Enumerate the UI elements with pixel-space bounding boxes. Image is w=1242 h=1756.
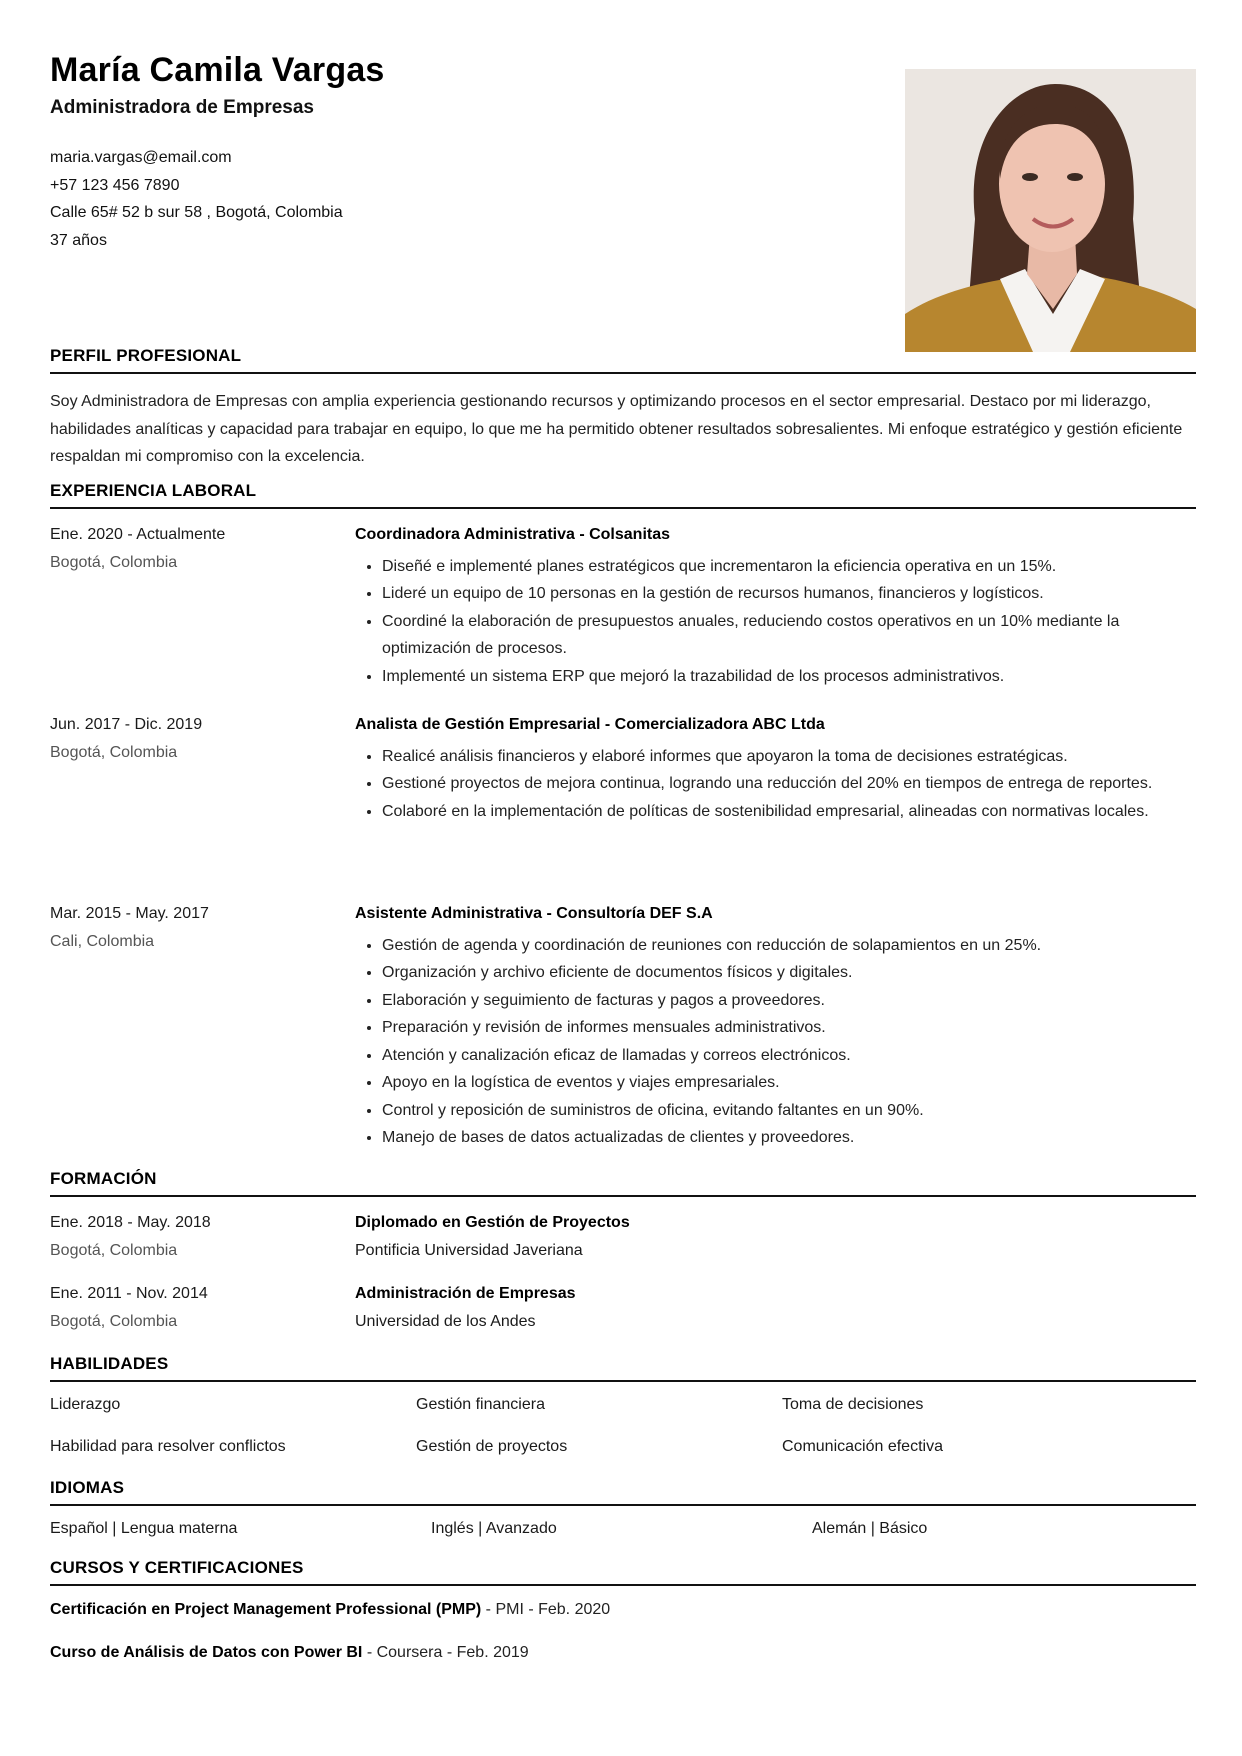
education-institution: Universidad de los Andes (355, 1312, 536, 1330)
bullet-item: • Preparación y revisión de informes mensuales administrativos. (382, 1014, 1196, 1042)
bullet-item: • Elaboración y seguimiento de facturas y pagos a proveedores. (382, 987, 1196, 1015)
section-title-courses: CURSOS Y CERTIFICACIONES (50, 1557, 1196, 1586)
experience-title: Coordinadora Administrativa - Colsanitas (355, 526, 671, 543)
language-item: Inglés | Avanzado (431, 1520, 557, 1537)
education-location: Bogotá, Colombia (50, 1312, 178, 1330)
candidate-role: Administradora de Empresas (50, 97, 314, 118)
bullet-item: • Apoyo en la logística de eventos y viajes empresariales. (382, 1069, 1196, 1097)
education-institution: Pontificia Universidad Javeriana (355, 1241, 583, 1259)
skill-item: Comunicación efectiva (782, 1438, 943, 1455)
bullet-item: • Diseñé e implementé planes estratégicos que incrementaron la eficiencia operativa en un 15%. (382, 553, 1196, 581)
bullet-item: • Control y reposición de suministros de oficina, evitando faltantes en un 90%. (382, 1097, 1196, 1125)
education-dates: Ene. 2011 - Nov. 2014 (50, 1285, 208, 1302)
bullet-item: • Manejo de bases de datos actualizadas de clientes y proveedores. (382, 1124, 1196, 1152)
experience-location: Bogotá, Colombia (50, 743, 178, 761)
course-name: Certificación en Project Management Professional (PMP) (50, 1601, 482, 1618)
bullet-item: • Implementé un sistema ERP que mejoró la trazabilidad de los procesos administrativos. (382, 663, 1196, 691)
course-name: Curso de Análisis de Datos con Power BI (50, 1644, 363, 1661)
experience-dates: Ene. 2020 - Actualmente (50, 526, 226, 543)
section-title-experience: EXPERIENCIA LABORAL (50, 480, 1196, 509)
profile-photo (905, 69, 1196, 352)
bullet-item: • Colaboré en la implementación de políticas de sostenibilidad empresarial, alineadas con normativas locales. (382, 798, 1196, 826)
experience-bullets (355, 743, 1196, 826)
education-dates: Ene. 2018 - May. 2018 (50, 1214, 211, 1231)
skill-item: Liderazgo (50, 1396, 121, 1413)
profile-text: Soy Administradora de Empresas con amplia experiencia gestionando recursos y optimizando procesos en el sector empresarial. Destaco por mi liderazgo, habilidades analíticas y capacidad para trabajar en equipo, lo que me ha permitido obtener resultados sobresalientes. Mi enfoque estratégico y gestión eficiente respaldan mi compromiso con la excelencia. (50, 393, 1183, 465)
experience-dates: Mar. 2015 - May. 2017 (50, 905, 209, 922)
course-item (50, 1599, 1196, 1621)
experience-location: Cali, Colombia (50, 932, 155, 950)
bullet-item: • Gestión de agenda y coordinación de reuniones con reducción de solapamientos en un 25%. (382, 932, 1196, 960)
resume-header (50, 50, 890, 254)
skills-grid (50, 1394, 1196, 1464)
education-title: Diplomado en Gestión de Proyectos (355, 1214, 630, 1231)
bullet-item: • Lideré un equipo de 10 personas en la gestión de recursos humanos, financieros y logísticos. (382, 580, 1196, 608)
skill-item: Habilidad para resolver conflictos (50, 1438, 286, 1455)
skill-item: Gestión de proyectos (416, 1438, 568, 1455)
course-item (50, 1642, 1196, 1664)
bullet-item: • Gestioné proyectos de mejora continua, logrando una reducción del 20% en tiempos de entrega de reportes. (382, 770, 1196, 798)
skill-item: Toma de decisiones (782, 1396, 924, 1413)
bullet-item: • Coordiné la elaboración de presupuestos anuales, reduciendo costos operativos en un 10% mediante la optimización de procesos. (382, 608, 1196, 663)
experience-bullets (355, 553, 1196, 691)
experience-bullets (355, 932, 1196, 1152)
candidate-name: María Camila Vargas (50, 51, 385, 89)
languages-list (50, 1518, 1196, 1542)
experience-title: Asistente Administrativa - Consultoría DEF S.A (355, 905, 713, 922)
section-title-education: FORMACIÓN (50, 1168, 1196, 1197)
bullet-item: • Realicé análisis financieros y elaboré informes que apoyaron la toma de decisiones estratégicas. (382, 743, 1196, 771)
address-text: Calle 65# 52 b sur 58 , Bogotá, Colombia (50, 204, 343, 221)
section-title-languages: IDIOMAS (50, 1477, 1196, 1506)
course-detail: - PMI - Feb. 2020 (481, 1601, 611, 1618)
experience-dates: Jun. 2017 - Dic. 2019 (50, 716, 203, 733)
experience-title: Analista de Gestión Empresarial - Comercializadora ABC Ltda (355, 716, 825, 733)
email-text: maria.vargas@email.com (50, 149, 232, 166)
phone-text: +57 123 456 7890 (50, 176, 180, 194)
contact-info (50, 144, 890, 254)
section-title-skills: HABILIDADES (50, 1353, 1196, 1382)
language-item: Español | Lengua materna (50, 1520, 238, 1537)
section-title-profile: PERFIL PROFESIONAL (50, 345, 1196, 374)
portrait-illustration (905, 69, 1196, 352)
education-location: Bogotá, Colombia (50, 1241, 178, 1259)
bullet-item: • Organización y archivo eficiente de documentos físicos y digitales. (382, 959, 1196, 987)
bullet-item: • Atención y canalización eficaz de llamadas y correos electrónicos. (382, 1042, 1196, 1070)
education-title: Administración de Empresas (355, 1285, 576, 1302)
course-detail: - Coursera - Feb. 2019 (362, 1644, 529, 1661)
skill-item: Gestión financiera (416, 1396, 545, 1413)
age-text: 37 años (50, 231, 107, 249)
language-item: Alemán | Básico (812, 1520, 928, 1537)
experience-location: Bogotá, Colombia (50, 553, 178, 571)
